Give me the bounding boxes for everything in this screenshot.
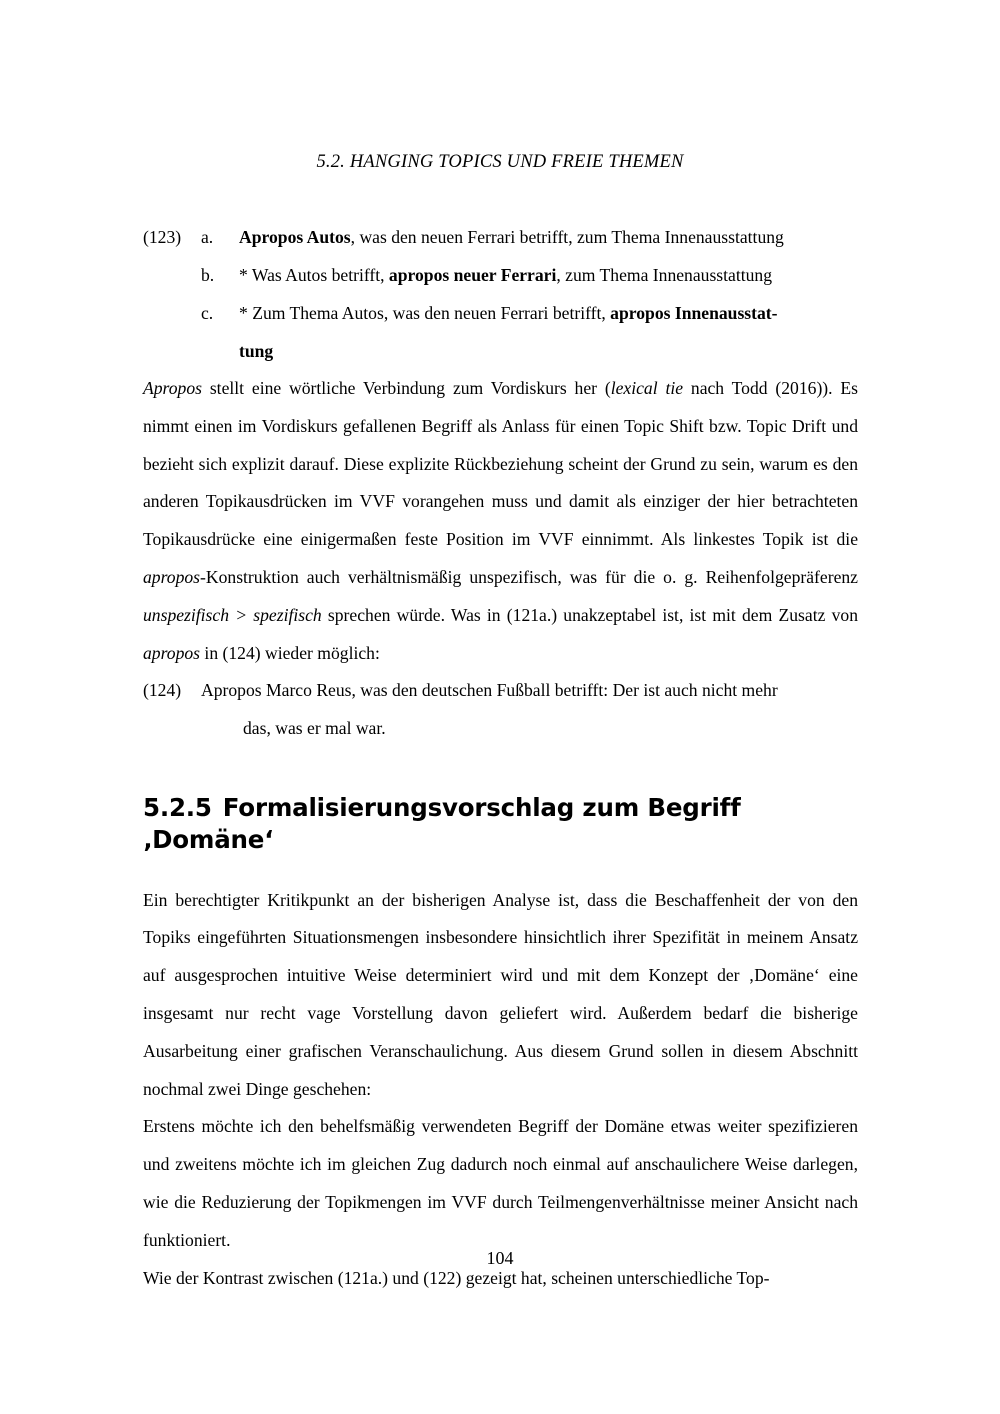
- p1-it4: apropos: [143, 642, 201, 663]
- example-124-line2: das, was er mal war.: [243, 718, 386, 739]
- example-124-line1: Apropos Marco Reus, was den deutschen Fußball betrifft: Der ist auch nicht mehr: [201, 680, 778, 701]
- example-123: [143, 218, 858, 370]
- example-c-continuation-line: [143, 332, 858, 370]
- paragraph-apropos: [143, 370, 858, 672]
- p1-t5: in (124) wieder möglich:: [200, 642, 380, 663]
- section-heading-text: [143, 792, 858, 856]
- example-letter-b: b.: [201, 265, 215, 285]
- p1-it3: unspezifisch > spezifisch: [143, 604, 322, 625]
- example-b-pre: * Was Autos betrifft,: [239, 265, 389, 285]
- example-b-bold: apropos neuer Ferrari: [388, 265, 557, 285]
- example-text-b: [239, 256, 858, 294]
- paragraph-erstens: Erstens möchte ich den behelfsmäßig verwendeten Begriff der Domäne etwas weiter spezifizieren und zweitens möchte ich im gleichen Zug dadurch noch einmal auf anschaulichere Weise darlegen, wie die Reduzierung der Topikmengen im VVF durch Teilmengenverhältnisse meiner Ansicht nach funktioniert.: [143, 1116, 858, 1250]
- p1-t3: -Konstruktion auch verhältnismäßig unspezifisch, was für die o. g. Reihenfolgepräferenz: [200, 566, 858, 587]
- p1-it1: lexical tie: [610, 378, 684, 398]
- example-item-b: [143, 256, 858, 294]
- example-124: [143, 672, 858, 748]
- p1-lead-italic: Apropos: [143, 378, 202, 398]
- example-c-pre: * Zum Thema Autos, was den neuen Ferrari betrifft,: [239, 303, 611, 323]
- section-title: Formalisierungsvorschlag zum Begriff ‚Domäne‘: [143, 792, 741, 854]
- page-number: 104: [486, 1248, 514, 1268]
- p1-it2: apropos: [143, 566, 201, 587]
- example-item-c: [143, 294, 858, 332]
- running-head: 5.2. HANGING TOPICS UND FREIE THEMEN: [316, 152, 684, 172]
- example-a-rest: , was den neuen Ferrari betrifft, zum Thema Innenausstattung: [350, 227, 784, 247]
- example-letter-a: a.: [201, 227, 214, 247]
- example-text-a: [239, 218, 858, 256]
- example-letter-c: c.: [201, 303, 214, 323]
- example-c-bold: apropos Innenausstat-: [610, 303, 778, 323]
- p1-t2: nach Todd (2016)). Es nimmt einen im Vordiskurs gefallenen Begriff als Anlass für einen Topic Shift bzw. Topic Drift und bezieht sich explizit darauf. Diese explizite Rückbeziehung scheint der Grund zu sein, warum es den anderen Topikausdrücken im VVF vorangehen muss und damit als einziger der hier betrachteten Topikausdrücke eine einigermaßen feste Position im VVF einnimmt. Als linkestes Topik ist die: [143, 378, 858, 550]
- p1-t1: stellt eine wörtliche Verbindung zum Vordiskurs her (: [201, 378, 611, 398]
- paragraph-kontrast: Wie der Kontrast zwischen (121a.) und (122) gezeigt hat, scheinen unterschiedliche Top-: [143, 1267, 770, 1288]
- example-b-rest: , zum Thema Innenausstattung: [556, 265, 773, 285]
- example-c-continuation: tung: [239, 341, 274, 361]
- example-item-a: [143, 218, 858, 256]
- example-124-number: (124): [143, 680, 182, 701]
- section-heading: [143, 792, 858, 856]
- p1-t4: sprechen würde. Was in (121a.) unakzeptabel ist, ist mit dem Zusatz von: [321, 604, 858, 625]
- example-124-text: [201, 672, 858, 748]
- example-a-bold: Apropos Autos: [239, 227, 351, 247]
- paragraph-kritikpunkt: Ein berechtigter Kritikpunkt an der bisherigen Analyse ist, dass die Beschaffenheit der von den Topiks eingeführten Situationsmengen insbesondere hinsichtlich ihrer Spezifität in meinem Ansatz auf ausgesprochen intuitive Weise determiniert wird und mit dem Konzept der ‚Domäne‘ eine insgesamt nur recht vage Vorstellung davon geliefert wird. Außerdem bedarf die bisherige Ausarbeitung einer grafischen Veranschaulichung. Aus diesem Grund sollen in diesem Abschnitt nochmal zwei Dinge geschehen:: [143, 889, 858, 1099]
- section-number: 5.2.5: [143, 792, 212, 822]
- example-number: (123): [143, 227, 182, 247]
- page-content: [143, 218, 858, 1297]
- example-text-c: [239, 294, 858, 332]
